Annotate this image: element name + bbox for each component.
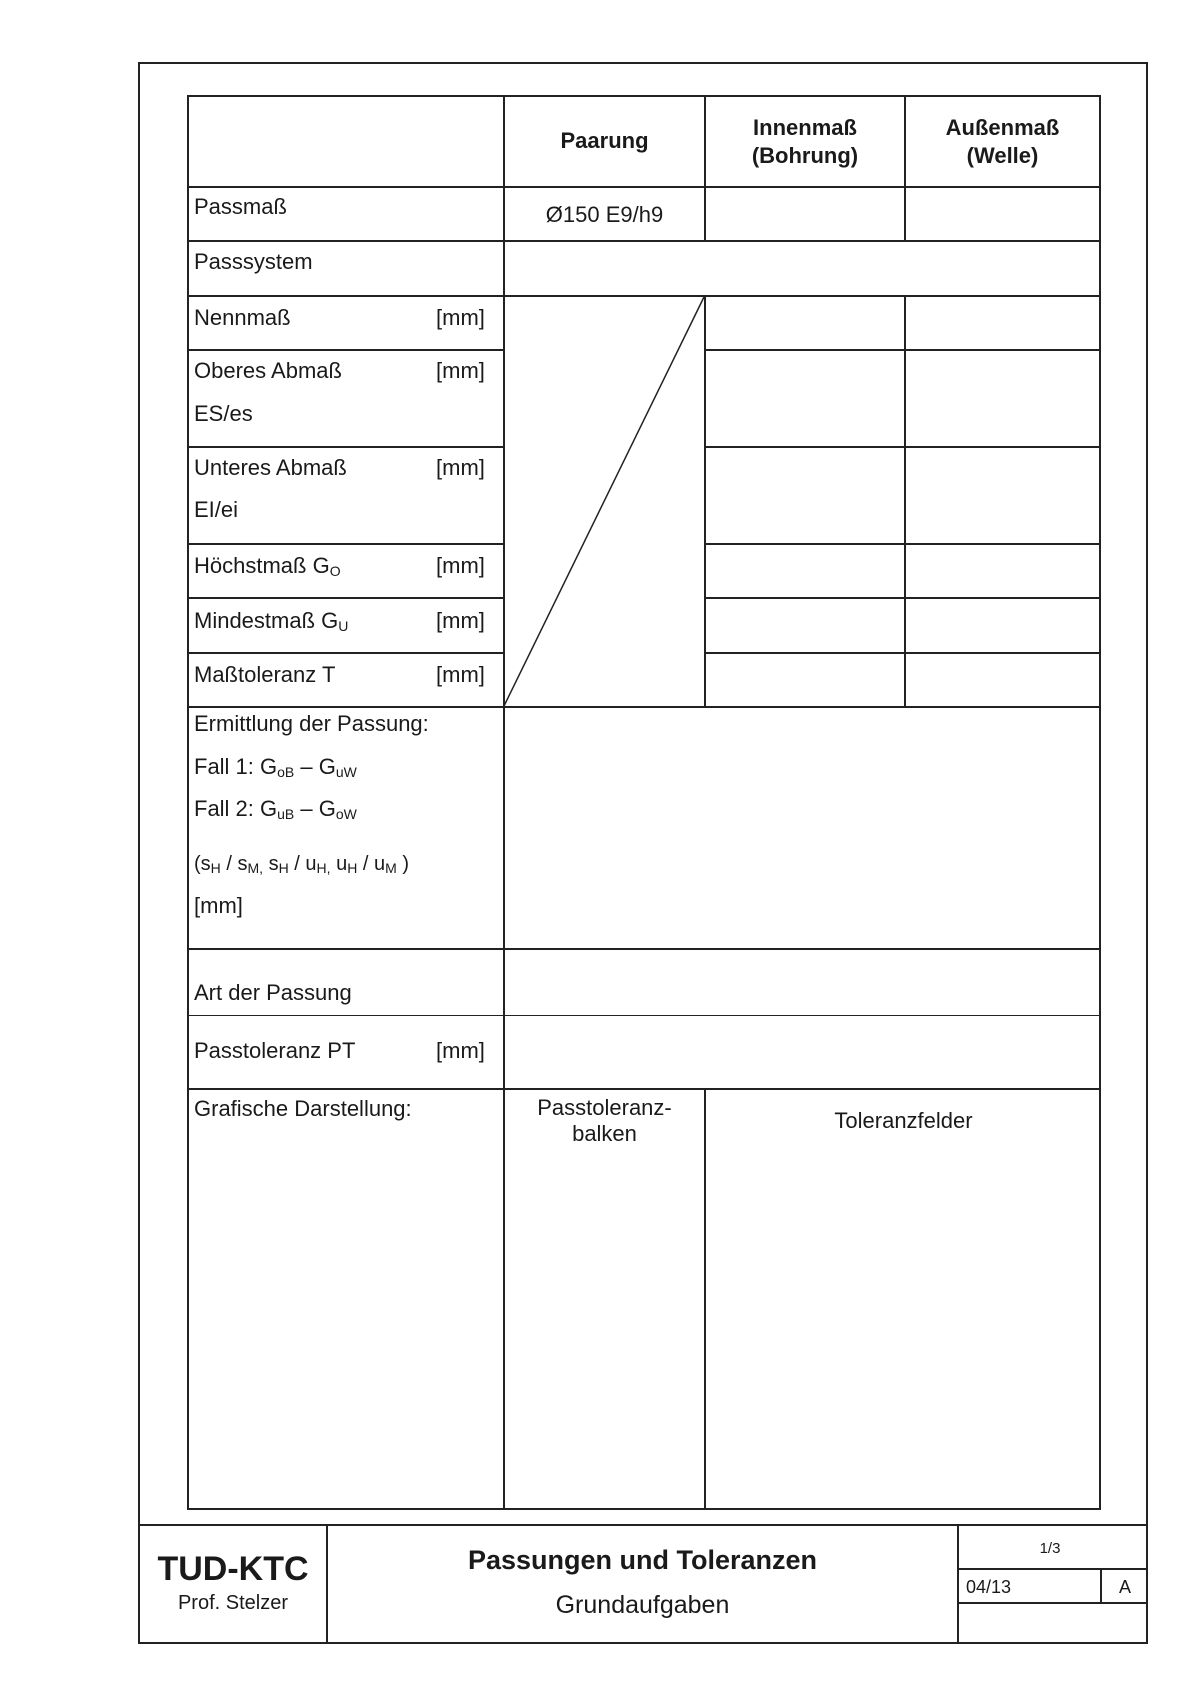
- passmass-label: Passmaß: [194, 194, 287, 219]
- balken-label-line1: Passtoleranz-: [537, 1095, 672, 1120]
- header-inner-line1: Innenmaß: [753, 115, 857, 140]
- unteres-unit: [mm]: [436, 455, 485, 480]
- header-outer-line1: Außenmaß: [945, 115, 1060, 140]
- passmass-value: Ø150 E9/h9: [545, 202, 664, 227]
- fall1-label: Fall 1: $G_{oB} - G_{uW}$: [194, 754, 357, 780]
- hoechst-sub: O: [329, 563, 341, 579]
- doc-subtitle: Grundaufgaben: [555, 1591, 730, 1619]
- doc-date: 04/13: [966, 1577, 1012, 1597]
- balken-label-line2: balken: [572, 1121, 637, 1146]
- prof-name: Prof. Stelzer: [177, 1592, 289, 1614]
- mindest-unit: [mm]: [436, 608, 485, 633]
- grafik-label: Grafische Darstellung:: [194, 1096, 412, 1121]
- page-number: 1/3: [1039, 1540, 1061, 1557]
- oberes-symbol: ES/es: [194, 401, 253, 426]
- nennmass-label: Nennmaß: [194, 305, 291, 330]
- art-label: Art der Passung: [194, 980, 352, 1005]
- passtoleranz-label: Passtoleranz PT: [194, 1038, 356, 1063]
- hoechst-label: Höchstmaß $G_O$: [194, 553, 341, 579]
- oberes-label: Oberes Abmaß: [194, 358, 342, 383]
- passtoleranz-unit: [mm]: [436, 1038, 485, 1063]
- header-outer-line2: (Welle): [966, 143, 1039, 168]
- header-pairing: Paarung: [560, 128, 649, 153]
- doc-title: Passungen und Toleranzen: [467, 1545, 818, 1575]
- felder-label: Toleranzfelder: [834, 1108, 973, 1133]
- org-name: TUD-KTC: [157, 1550, 309, 1588]
- passsystem-label: Passsystem: [194, 249, 313, 274]
- ermittlung-formula: ($s_H / s_{M,}$ $s_H / u_{H,}$ $u_H / u_M$ ): [194, 853, 410, 876]
- unteres-label: Unteres Abmaß: [194, 455, 347, 480]
- nennmass-unit: [mm]: [436, 305, 485, 330]
- ermittlung-label: Ermittlung der Passung:: [194, 711, 429, 736]
- oberes-unit: [mm]: [436, 358, 485, 383]
- toleranz-unit: [mm]: [436, 662, 485, 687]
- header-inner-line2: (Bohrung): [751, 143, 859, 168]
- mindest-sub: U: [338, 618, 349, 634]
- fall2-label: Fall 2: $G_{uB} - G_{oW}$: [194, 796, 357, 822]
- hoechst-unit: [mm]: [436, 553, 485, 578]
- unteres-symbol: EI/ei: [194, 497, 239, 522]
- toleranz-label: Maßtoleranz T: [194, 662, 336, 687]
- ermittlung-unit: [mm]: [194, 893, 243, 918]
- doc-revision: A: [1118, 1577, 1131, 1597]
- mindest-label: Mindestmaß $G_U$: [194, 608, 349, 634]
